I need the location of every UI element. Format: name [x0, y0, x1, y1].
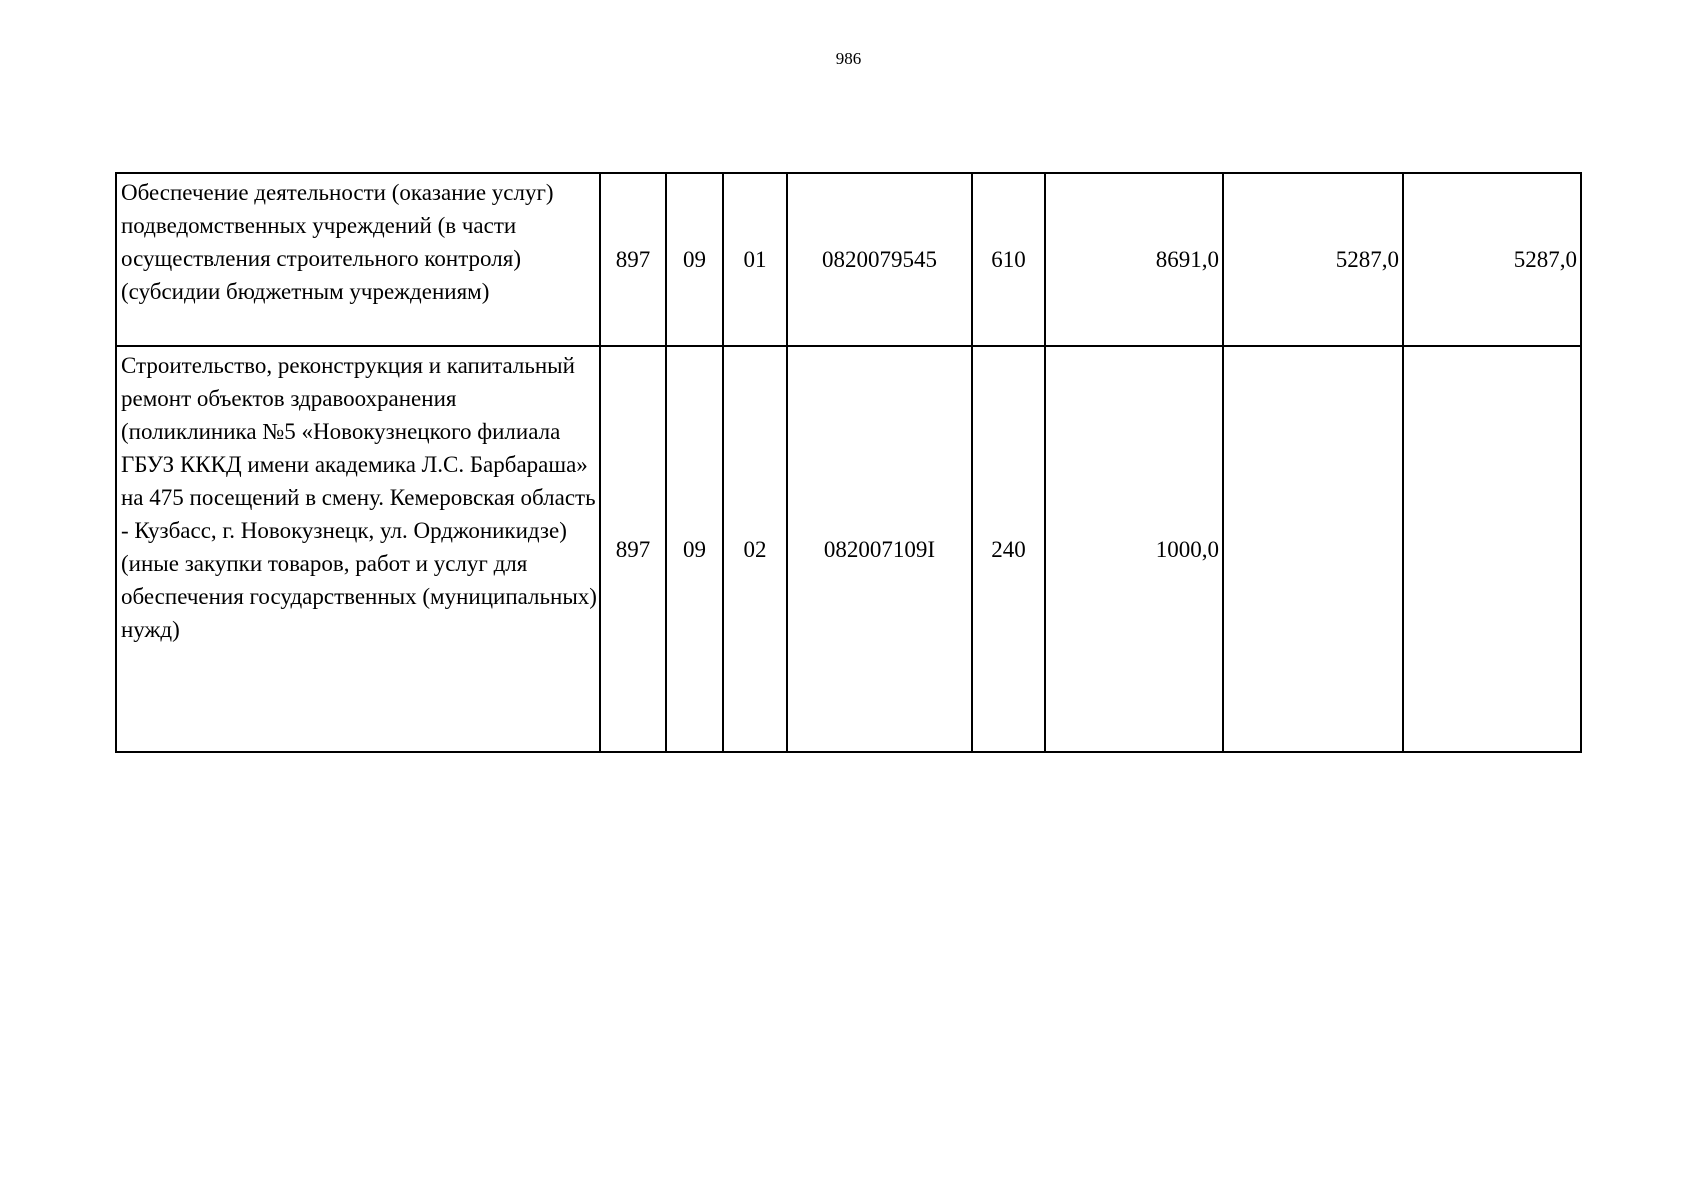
page-number: 986: [835, 49, 862, 68]
target-article-code: 082007109I: [787, 346, 972, 752]
amount-year-1: 8691,0: [1045, 173, 1223, 346]
amount-year-2: [1223, 346, 1403, 752]
budget-table: [115, 172, 1582, 753]
section-code: 09: [666, 173, 723, 346]
section-code: 09: [666, 346, 723, 752]
subsection-code: 02: [723, 346, 787, 752]
amount-year-3: 5287,0: [1403, 173, 1581, 346]
row-description: Обеспечение деятельности (оказание услуг) подведомственных учреждений (в части осуществления строительного контроля) (субсидии бюджетным учреждениям): [116, 173, 600, 346]
row-description: Строительство, реконструкция и капитальный ремонт объектов здравоохранения (поликлиника №5 «Новокузнецкого филиала ГБУЗ КККД имени академика Л.С. Барбараша» на 475 посещений в смену. Кемеровская область - Кузбасс, г. Новокузнецк, ул. Орджоникидзе) (иные закупки товаров, работ и услуг для обеспечения государственных (муниципальных) нужд): [116, 346, 600, 752]
subsection-code: 01: [723, 173, 787, 346]
ministry-code: 897: [600, 346, 666, 752]
table-row: [116, 346, 1581, 752]
ministry-code: 897: [600, 173, 666, 346]
amount-year-1: 1000,0: [1045, 346, 1223, 752]
expense-type-code: 610: [972, 173, 1045, 346]
target-article-code: 0820079545: [787, 173, 972, 346]
table-row: [116, 173, 1581, 346]
amount-year-3: [1403, 346, 1581, 752]
expense-type-code: 240: [972, 346, 1045, 752]
amount-year-2: 5287,0: [1223, 173, 1403, 346]
